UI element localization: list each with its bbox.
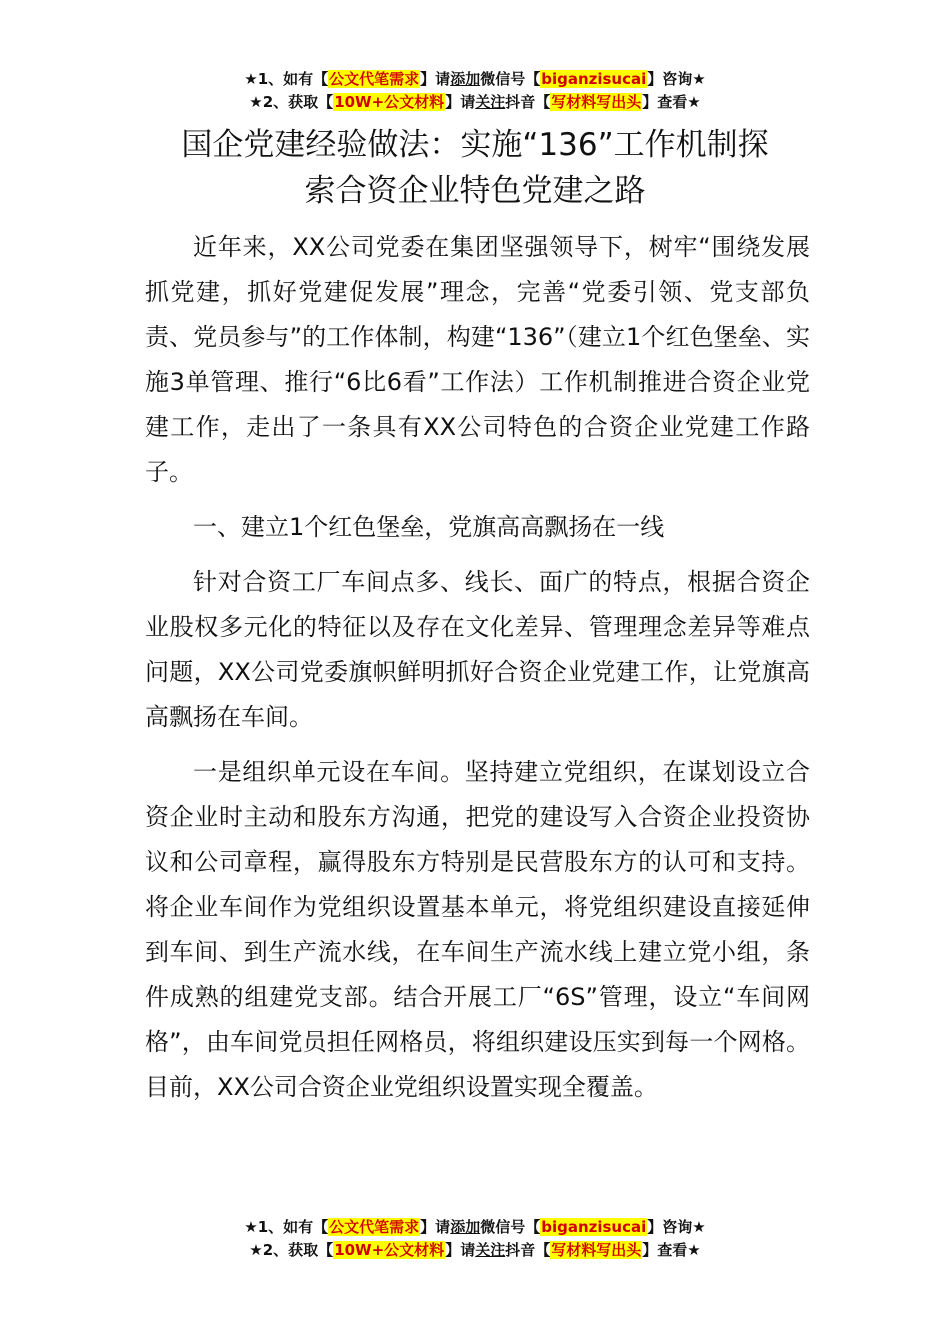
promo-highlight-wechat-id: biganzisucai <box>541 1218 647 1236</box>
promo-underlined-word: 关注 <box>475 93 506 111</box>
promo-highlight-materials: 10W+公文材料 <box>334 93 445 111</box>
promo-line-1 <box>0 1216 950 1239</box>
promo-line-2 <box>0 1239 950 1262</box>
promo-line-1-mid: 】请 <box>420 70 451 88</box>
promo-highlight-wechat-id: biganzisucai <box>541 70 647 88</box>
document-title <box>120 122 830 214</box>
promo-line-1-prefix: ★1、如有【 <box>244 70 329 88</box>
promo-line-2-suffix: 】查看★ <box>642 93 701 111</box>
promo-line-1-suffix: 】咨询★ <box>647 1218 706 1236</box>
document-title-line-1: 国企党建经验做法：实施“136”工作机制探 <box>181 127 769 163</box>
promo-line-1-suffix: 】咨询★ <box>647 70 706 88</box>
section-1-paragraph: 针对合资工厂车间点多、线长、面广的特点，根据合资企业股权多元化的特征以及存在文化差异、管理理念差异等难点问题，XX公司党委旗帜鲜明抓好合资企业党建工作，让党旗高高飘扬在车间。 <box>145 568 810 731</box>
promo-underlined-word: 添加 <box>450 1218 481 1236</box>
promo-line-2-mid: 】请 <box>445 93 476 111</box>
promo-line-1-mid2: 微信号【 <box>480 70 541 88</box>
promo-line-2-mid2: 抖音【 <box>505 93 551 111</box>
promo-line-1-mid2: 微信号【 <box>480 1218 541 1236</box>
promo-highlight-service: 公文代笔需求 <box>329 70 420 88</box>
footer-promo-banner <box>0 1216 950 1262</box>
promo-highlight-service: 公文代笔需求 <box>329 1218 420 1236</box>
promo-line-2-prefix: ★2、获取【 <box>249 93 334 111</box>
promo-line-2-mid2: 抖音【 <box>505 1241 551 1259</box>
promo-highlight-douyin-account: 写材料写出头 <box>551 93 642 111</box>
promo-line-2-mid: 】请 <box>445 1241 476 1259</box>
promo-line-1-mid: 】请 <box>420 1218 451 1236</box>
document-title-line-2: 索合资企业特色党建之路 <box>304 173 646 209</box>
promo-underlined-word: 关注 <box>475 1241 506 1259</box>
promo-line-1-prefix: ★1、如有【 <box>244 1218 329 1236</box>
section-1-point-1-paragraph: 一是组织单元设在车间。坚持建立党组织，在谋划设立合资企业时主动和股东方沟通，把党的建设写入合资企业投资协议和公司章程，赢得股东方特别是民营股东方的认可和支持。将企业车间作为党组织设置基本单元，将党组织建设直接延伸到车间、到生产流水线，在车间生产流水线上建立党小组，条件成熟的组建党支部。结合开展工厂“6S”管理，设立“车间网格”，由车间党员担任网格员，将组织建设压实到每一个网格。目前，XX公司合资企业党组织设置实现全覆盖。 <box>145 758 810 1101</box>
promo-line-2-prefix: ★2、获取【 <box>249 1241 334 1259</box>
promo-line-2 <box>0 91 950 114</box>
promo-highlight-materials: 10W+公文材料 <box>334 1241 445 1259</box>
promo-line-2-suffix: 】查看★ <box>642 1241 701 1259</box>
section-heading-1: 一、建立1个红色堡垒，党旗高高飘扬在一线 <box>193 513 665 541</box>
promo-highlight-douyin-account: 写材料写出头 <box>551 1241 642 1259</box>
promo-underlined-word: 添加 <box>450 70 481 88</box>
header-promo-banner <box>0 68 950 114</box>
intro-paragraph: 近年来，XX公司党委在集团坚强领导下，树牢“围绕发展抓党建，抓好党建促发展”理念，完善“党委引领、党支部负责、党员参与”的工作体制，构建“136”（建立1个红色堡垒、实施3单管理、推行“6比6看”工作法）工作机制推进合资企业党建工作，走出了一条具有XX公司特色的合资企业党建工作路子。 <box>145 233 810 486</box>
promo-line-1 <box>0 68 950 91</box>
document-body <box>145 225 810 1120</box>
